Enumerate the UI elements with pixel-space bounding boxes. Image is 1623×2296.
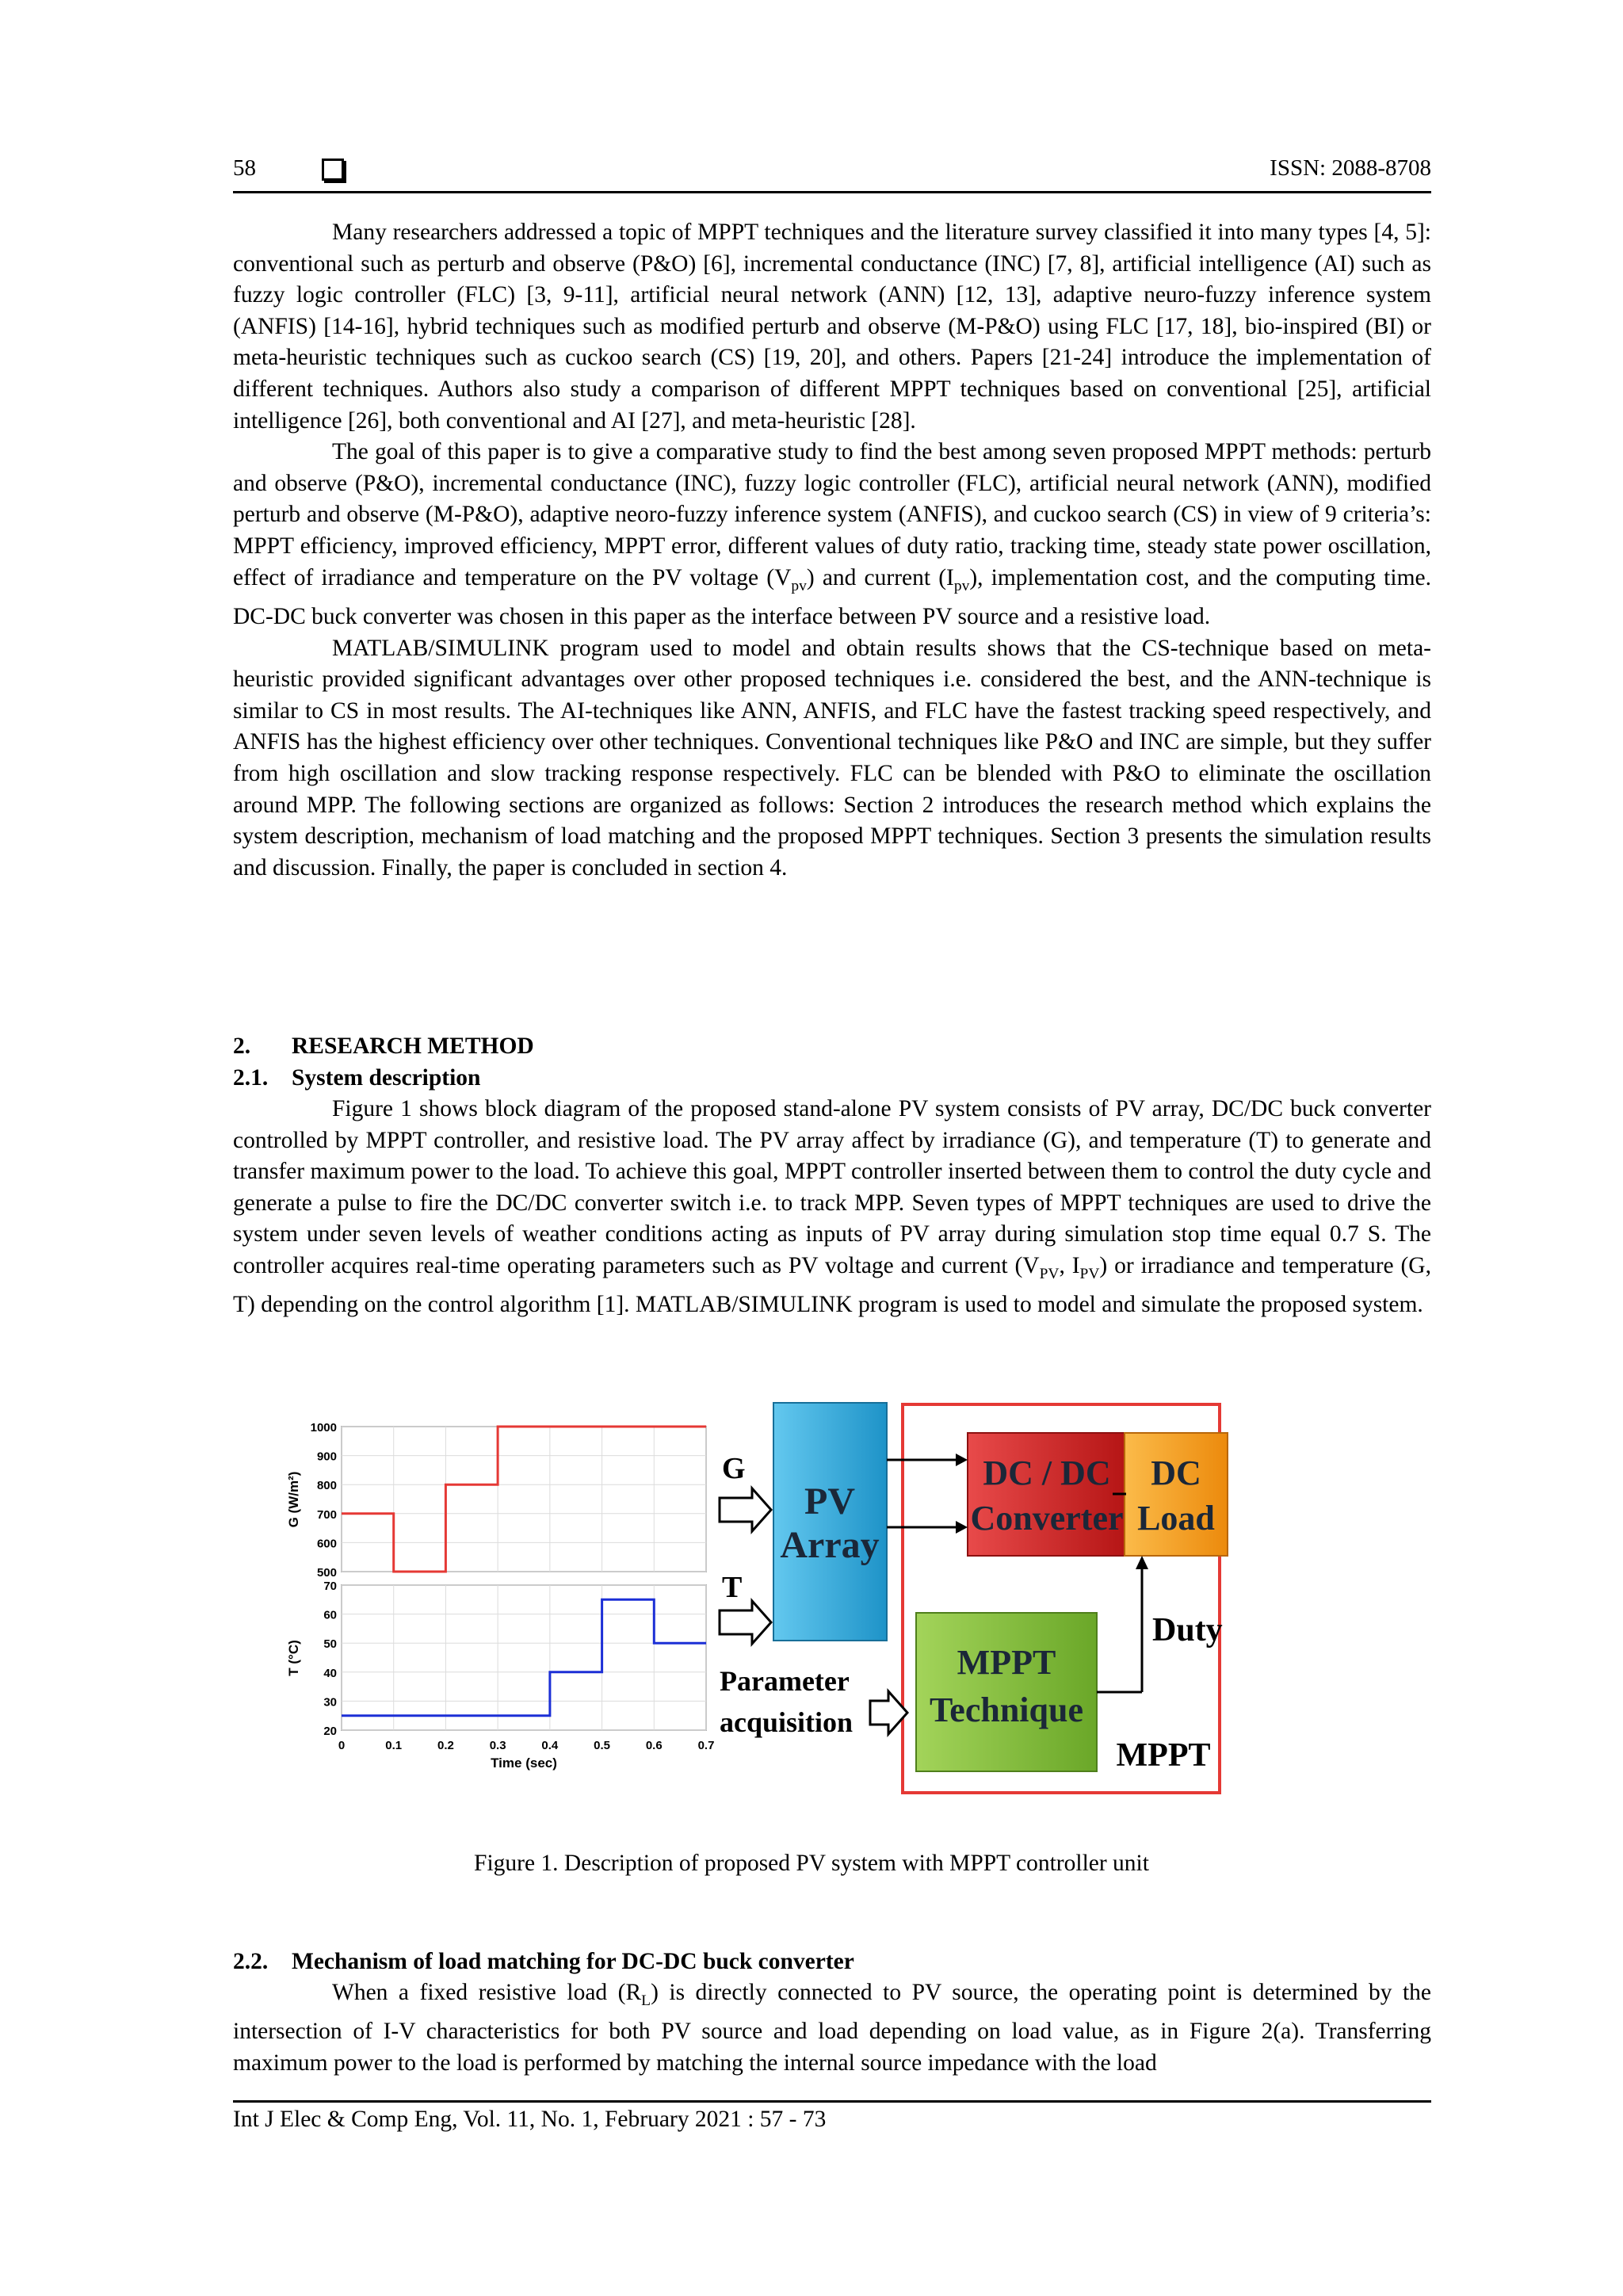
t-plot-area <box>342 1585 706 1730</box>
figure-1-caption: Figure 1. Description of proposed PV system with MPPT controller unit <box>474 1851 1149 1876</box>
g-tick-label: 500 <box>316 1566 337 1580</box>
mppt-tech-label-2: Technique <box>929 1690 1084 1729</box>
duty-label: Duty <box>1152 1612 1223 1648</box>
x-tick-label: 0.4 <box>541 1739 559 1752</box>
x-tick-labels <box>338 1739 715 1752</box>
x-tick-label: 0.3 <box>489 1739 506 1752</box>
g-tick-label: 1000 <box>310 1421 337 1435</box>
mppt-frame-label: MPPT <box>1116 1737 1211 1774</box>
g-tick-labels <box>311 1421 337 1580</box>
param-label-1: Parameter <box>720 1665 850 1697</box>
dcdc-label-2: Converter <box>970 1499 1124 1538</box>
arrow-head-icon <box>1136 1556 1148 1569</box>
param-label-2: acquisition <box>720 1706 854 1738</box>
figure-1 <box>282 1395 1233 1807</box>
x-tick-label: 0.2 <box>437 1739 454 1752</box>
section-heading-2-2: 2.2. Mechanism of load matching for DC-DC buck converter <box>233 1949 854 1974</box>
x-tick-label: 0.1 <box>385 1739 403 1752</box>
t-tick-label: 50 <box>323 1637 337 1652</box>
load-label-2: Load <box>1137 1499 1215 1538</box>
g-tick-label: 600 <box>316 1537 337 1551</box>
section-2-1-paragraph: Figure 1 shows block diagram of the proposed stand-alone PV system consists of PV array, DC/DC buck converter controlled by MPPT controller, and resistive load. The PV array affect by irradiance (G), and temperature (T) to generate and transfer maximum power to the load. To achieve this goal, MPPT controller inserted between them to control the duty cycle and generate a pulse to fire the DC/DC converter switch i.e. to track MPP. Seven types of MPPT techniques are used to drive the system under seven levels of weather conditions acting as inputs of PV array during simulation stop time equal 0.7 S. The controller acquires real-time operating parameters such as PV voltage and current ($V_{PV}$, $I_{PV}$) or irradiance and temperature (G, T) depending on the control algorithm [1]. MATLAB/SIMULINK program is used to model and simulate the proposed system. <box>233 1096 1431 1318</box>
t-tick-labels <box>323 1580 337 1738</box>
checkbox-glyph-icon <box>322 159 344 181</box>
t-tick-label: 20 <box>323 1725 337 1738</box>
x-tick-label: 0 <box>338 1739 346 1752</box>
g-plot-area <box>342 1427 706 1572</box>
page-number: 58 <box>233 155 256 181</box>
load-label-1: DC <box>1151 1454 1201 1492</box>
page-header <box>233 155 1431 195</box>
intro-paragraph-1: Many researchers addressed a topic of MPPT techniques and the literature survey classified it into many types [4, 5]: conventional such as perturb and observe (P&O) [6], incremental conductance (INC) [7, 8], artificial intelligence (AI) such as fuzzy logic controller (FLC) [3, 9-11], artificial neural network (ANN) [12, 13], adaptive neuro-fuzzy inference system (ANFIS) [14-16], hybrid techniques such as modified perturb and observe (M-P&O) using FLC [17, 18], bio-inspired (BI) or meta-heuristic techniques such as cuckoo search (CS) [19, 20], and others. Papers [21-24] introduce the implementation of different techniques. Authors also study a comparison of different MPPT techniques based on conventional [25], artificial intelligence [26], both conventional and AI [27], and meta-heuristic [28]. <box>233 220 1431 434</box>
t-tick-label: 30 <box>323 1695 337 1710</box>
footer-journal: Int J Elec & Comp Eng, Vol. 11, No. 1, February 2021 : 57 - 73 <box>233 2107 827 2132</box>
g-tick-label: 900 <box>316 1450 337 1464</box>
section-2-2-text <box>233 1977 1431 2080</box>
x-tick-label: 0.6 <box>645 1739 663 1752</box>
intro-text <box>233 217 1431 884</box>
t-tick-label: 60 <box>323 1608 337 1622</box>
t-axis-label: T (°C) <box>286 1640 301 1676</box>
section-heading-2-1: 2.1. System description <box>233 1065 481 1091</box>
arrow-head-icon <box>956 1521 968 1534</box>
section-heading-2: 2. RESEARCH METHOD <box>233 1033 534 1059</box>
mppt-tech-label-1: MPPT <box>957 1643 1056 1682</box>
footer-rule <box>233 2100 1431 2103</box>
g-axis-label: G (W/m²) <box>286 1471 301 1528</box>
dcdc-label-1: DC / DC <box>983 1454 1111 1492</box>
g-tick-label: 700 <box>316 1507 337 1522</box>
temperature-chart <box>286 1580 714 1771</box>
irradiance-chart <box>286 1421 706 1580</box>
t-tick-label: 40 <box>323 1666 337 1680</box>
g-tick-label: 800 <box>316 1479 337 1493</box>
label-g: G <box>722 1452 746 1485</box>
intro-paragraph-3: MATLAB/SIMULINK program used to model and obtain results shows that the CS-technique based on meta-heuristic provided significant advantages over other proposed techniques i.e. considered the best, and the ANN-technique is similar to CS in most results. The AI-techniques like ANN, ANFIS, and FLC have the fastest tracking speed respectively, and ANFIS has the highest efficiency over other techniques. Conventional techniques like P&O and INC are simple, but they suffer from high oscillation and slow tracking response respectively. FLC can be blended with P&O to eliminate the oscillation around MPP. The following sections are organized as follows: Section 2 introduces the research method which explains the system description, mechanism of load matching and the proposed MPPT techniques. Section 3 presents the simulation results and discussion. Finally, the paper is concluded in section 4. <box>233 635 1431 881</box>
pv-array-label-1: PV <box>804 1480 855 1522</box>
t-arrow-icon <box>720 1601 771 1644</box>
section-2-2-paragraph: When a fixed resistive load $(R_L)$ is directly connected to PV source, the operating point is determined by the intersection of I-V characteristics for both PV source and load depending on load value, as in Figure 2(a). Transferring maximum power to the load is performed by matching the internal source impedance with the load <box>233 1980 1431 2076</box>
x-axis-label: Time (sec) <box>491 1755 557 1771</box>
x-tick-label: 0.7 <box>697 1739 715 1752</box>
pv-array-label-2: Array <box>780 1524 880 1566</box>
label-t: T <box>722 1571 743 1604</box>
header-rule <box>233 191 1431 193</box>
t-tick-label: 70 <box>323 1580 337 1593</box>
x-tick-label: 0.5 <box>594 1739 611 1752</box>
section-2-1-text <box>233 1094 1431 1321</box>
arrow-head-icon <box>956 1454 968 1466</box>
g-arrow-icon <box>720 1488 771 1531</box>
issn: ISSN: 2088-8708 <box>1270 155 1431 181</box>
intro-paragraph-2: The goal of this paper is to give a comparative study to find the best among seven proposed MPPT methods: perturb and observe (P&O), incremental conductance (INC), fuzzy logic controller (FLC), artificial neural network (ANN), modified perturb and observe (M-P&O), adaptive neoro-fuzzy inference system (ANFIS), and cuckoo search (CS) in view of 9 criteria’s: MPPT efficiency, improved efficiency, MPPT error, different values of duty ratio, tracking time, steady state power oscillation, effect of irradiance and temperature on the PV voltage $(V_{pv})$ and current $(I_{pv})$, implementation cost, and the computing time. DC-DC buck converter was chosen in this paper as the interface between PV source and a resistive load. <box>233 439 1431 630</box>
